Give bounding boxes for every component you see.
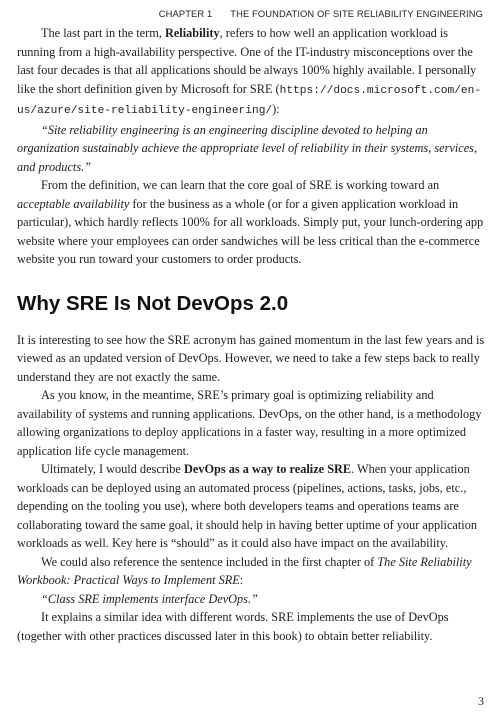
paragraph-text: :	[239, 573, 244, 587]
paragraph-devops-way	[17, 460, 487, 553]
paragraph-workbook-reference	[17, 553, 487, 590]
microsoft-sre-url: https://docs.microsoft.com/en-us/azure/site-reliability-engineering/	[17, 84, 482, 117]
bold-term-reliability: Reliability	[164, 26, 220, 40]
chapter-title: THE FOUNDATION OF SITE RELIABILITY ENGINEERING	[230, 8, 483, 19]
section-heading: Why SRE Is Not DevOps 2.0	[17, 291, 289, 315]
paragraph-text: From the definition, we can learn that the core goal of SRE is working toward an	[41, 178, 440, 192]
quote-text: “Site reliability engineering is an engineering discipline devoted to helping an organization sustainably achieve the appropriate level of reliability in their systems, services, and products.”	[17, 122, 478, 174]
page-number: 3	[478, 694, 484, 708]
paragraph-momentum: It is interesting to see how the SRE acronym has gained momentum in the last few years and is viewed as an updated version of DevOps. However, we need to take a few steps back to really understand they are not exactly the same.	[17, 332, 485, 384]
italic-term-acceptable-availability: acceptable availability	[17, 196, 130, 211]
paragraph-text: Ultimately, I would describe	[41, 462, 184, 476]
quote-class-sre	[17, 590, 487, 609]
paragraph-text: The last part in the term,	[41, 26, 165, 40]
paragraph-reliability	[17, 24, 487, 121]
paragraph-text: ):	[272, 102, 280, 116]
paragraph-primary-goal: As you know, in the meantime, SRE’s primary goal is optimizing reliability and availability of systems and running applications. DevOps, on the other hand, is a methodology allowing organizations to deploy applications in a faster way, resulting in a more optimized application life cycle management.	[17, 388, 482, 458]
bold-phrase-devops: DevOps as a way to realize SRE	[183, 462, 352, 476]
paragraph-text: . When your application workloads can be deployed using an automated process (pipelines, actions, tasks, jobs, etc., depending on the tooling you use), where both developers teams and operations teams are collaborating toward the same goal, it should help in having better uptime of your application workloads as well. Key here is “should” as it could also have impact on the availability.	[17, 462, 477, 550]
paragraph-text: , refers to how well an application workload is running from a high-availability perspective. One of the IT-industry misconceptions over the last four decades is that all applications should be always 100% highly available. I personally like the short definition given by Microsoft for SRE (	[17, 26, 477, 96]
paragraph-conclusion: It explains a similar idea with different words. SRE implements the use of DevOps (together with other practices discussed later in this book) to obtain better reliability.	[17, 610, 449, 643]
page-body	[17, 24, 487, 645]
paragraph-definition	[17, 176, 487, 269]
paragraph-text: We could also reference the sentence included in the first chapter of	[41, 554, 378, 569]
book-title: The Site Reliability Workbook: Practical Ways to Implement SRE	[17, 554, 472, 587]
running-header	[159, 8, 483, 19]
chapter-label: CHAPTER 1	[158, 8, 213, 19]
quote-text: “Class SRE implements interface DevOps.”	[41, 591, 258, 606]
paragraph-text: for the business as a whole (or for a given application workload in particular), which hardly reflects 100% for all workloads. Simply put, your lunch-ordering app website where your employees can order sandwiches will be less critical than the e-commerce website you run toward your customers to order products.	[17, 196, 484, 266]
quote-microsoft-definition	[17, 121, 487, 177]
